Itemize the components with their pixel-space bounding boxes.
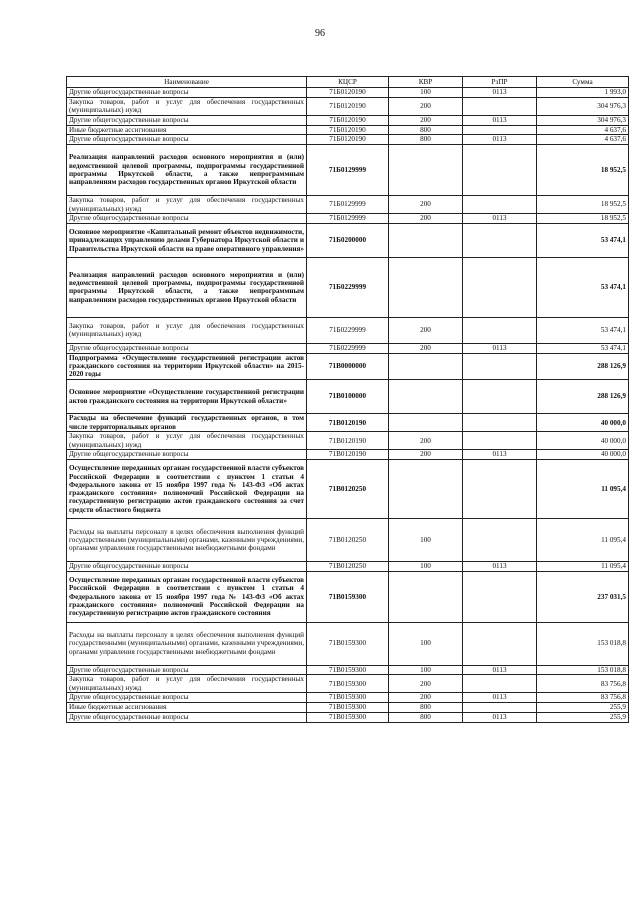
cell-name: Реализация направлений расходов основного мероприятия и (или) ведомственной целевой программы, подпрограммы государственной программы Иркутской области, а также непрограммным направлениям расходов государственных органов Иркутской области <box>67 258 307 317</box>
cell-sum: 255,9 <box>537 703 629 713</box>
cell-rzpr <box>463 145 537 196</box>
cell-name: Расходы на выплаты персоналу в целях обеспечения выполнения функций государственными (муниципальными) органами, казенными учреждениями, органами управления государственными внебюджетными фондами <box>67 519 307 562</box>
table-row <box>67 712 629 722</box>
cell-name: Другие общегосударственные вопросы <box>67 450 307 460</box>
cell-name: Другие общегосударственные вопросы <box>67 214 307 224</box>
cell-rzpr <box>463 317 537 343</box>
table-row <box>67 379 629 414</box>
cell-rzpr <box>463 432 537 450</box>
cell-rzpr <box>463 622 537 665</box>
cell-name: Основное мероприятие «Осуществление государственной регистрации актов гражданского состояния на территории Иркутской области» <box>67 379 307 414</box>
table-body <box>67 88 629 723</box>
header-sum: Сумма <box>537 77 629 88</box>
cell-kcsr: 71В0120250 <box>307 460 389 519</box>
cell-kvr: 200 <box>389 693 463 703</box>
cell-name: Закупка товаров, работ и услуг для обеспечения государственных (муниципальных) нужд <box>67 97 307 115</box>
cell-kvr <box>389 353 463 379</box>
cell-sum: 288 126,9 <box>537 379 629 414</box>
table-row <box>67 519 629 562</box>
cell-kvr: 100 <box>389 519 463 562</box>
cell-name: Другие общегосударственные вопросы <box>67 562 307 572</box>
cell-kvr: 800 <box>389 125 463 135</box>
cell-kvr: 100 <box>389 622 463 665</box>
cell-sum: 304 976,3 <box>537 97 629 115</box>
cell-kvr: 200 <box>389 196 463 214</box>
cell-name: Другие общегосударственные вопросы <box>67 135 307 145</box>
cell-kvr <box>389 223 463 258</box>
table-row <box>67 665 629 675</box>
table-row <box>67 88 629 98</box>
cell-sum: 18 952,5 <box>537 196 629 214</box>
cell-sum: 255,9 <box>537 712 629 722</box>
cell-kcsr: 71Б0120190 <box>307 135 389 145</box>
cell-name: Другие общегосударственные вопросы <box>67 693 307 703</box>
cell-rzpr: 0113 <box>463 343 537 353</box>
cell-kcsr: 71Б0120190 <box>307 115 389 125</box>
table-row <box>67 414 629 432</box>
page-number: 96 <box>315 28 325 39</box>
cell-kcsr: 71В0159300 <box>307 675 389 693</box>
cell-kvr: 800 <box>389 703 463 713</box>
cell-rzpr <box>463 519 537 562</box>
cell-kvr: 200 <box>389 450 463 460</box>
cell-rzpr: 0113 <box>463 562 537 572</box>
cell-rzpr <box>463 379 537 414</box>
cell-rzpr <box>463 353 537 379</box>
cell-rzpr: 0113 <box>463 693 537 703</box>
cell-kcsr: 71Б0129999 <box>307 196 389 214</box>
table-row <box>67 317 629 343</box>
cell-rzpr <box>463 571 537 622</box>
cell-rzpr <box>463 675 537 693</box>
table-row <box>67 223 629 258</box>
cell-name: Расходы на обеспечение функций государственных органов, в том числе территориальных органов <box>67 414 307 432</box>
cell-kcsr: 71В0159300 <box>307 665 389 675</box>
table-header-row <box>67 77 629 88</box>
cell-sum: 237 031,5 <box>537 571 629 622</box>
cell-kcsr: 71В0120190 <box>307 432 389 450</box>
cell-kcsr: 71В0000000 <box>307 353 389 379</box>
cell-kvr: 200 <box>389 317 463 343</box>
cell-name: Другие общегосударственные вопросы <box>67 343 307 353</box>
cell-sum: 304 976,3 <box>537 115 629 125</box>
cell-rzpr: 0113 <box>463 450 537 460</box>
cell-sum: 288 126,9 <box>537 353 629 379</box>
cell-sum: 40 000,0 <box>537 414 629 432</box>
cell-kvr <box>389 379 463 414</box>
cell-kcsr: 71Б0129999 <box>307 214 389 224</box>
table-row <box>67 675 629 693</box>
cell-kvr: 200 <box>389 97 463 115</box>
table-row <box>67 353 629 379</box>
table-row <box>67 703 629 713</box>
cell-rzpr <box>463 258 537 317</box>
cell-sum: 11 095,4 <box>537 460 629 519</box>
table-row <box>67 214 629 224</box>
table-row <box>67 125 629 135</box>
cell-name: Закупка товаров, работ и услуг для обеспечения государственных (муниципальных) нужд <box>67 675 307 693</box>
cell-sum: 11 095,4 <box>537 519 629 562</box>
table-row <box>67 460 629 519</box>
cell-rzpr <box>463 223 537 258</box>
cell-name: Осуществление переданных органам государственной власти субъектов Российской Федерации в соответствии с пунктом 1 статьи 4 Федерального закона от 15 ноября 1997 года № 143-ФЗ «Об актах гражданского состояния» полномочий Российской Федерации на государственную регистрацию актов гражданского состояния <box>67 571 307 622</box>
table-row <box>67 450 629 460</box>
header-rzpr: РзПР <box>463 77 537 88</box>
cell-rzpr: 0113 <box>463 712 537 722</box>
budget-table <box>66 76 629 723</box>
table-row <box>67 693 629 703</box>
cell-kvr <box>389 145 463 196</box>
cell-kvr: 100 <box>389 665 463 675</box>
cell-kcsr: 71Б0120190 <box>307 97 389 115</box>
cell-name: Осуществление переданных органам государственной власти субъектов Российской Федерации в соответствии с пунктом 1 статьи 4 Федерального закона от 15 ноября 1997 года № 143-ФЗ «Об актах гражданского состояния» полномочий Российской Федерации на государственную регистрацию актов гражданского состояния за счет средств областного бюджета <box>67 460 307 519</box>
cell-rzpr <box>463 97 537 115</box>
cell-kcsr: 71В0120190 <box>307 450 389 460</box>
cell-name: Закупка товаров, работ и услуг для обеспечения государственных (муниципальных) нужд <box>67 317 307 343</box>
cell-name: Основное мероприятие «Капитальный ремонт объектов недвижимости, принадлежащих управлению делами Губернатора Иркутской области и Правительства Иркутской области на праве оперативного управления» <box>67 223 307 258</box>
table-row <box>67 258 629 317</box>
cell-name: Другие общегосударственные вопросы <box>67 712 307 722</box>
cell-name: Подпрограмма «Осуществление государственной регистрации актов гражданского состояния на территории Иркутской области» на 2015-2020 годы <box>67 353 307 379</box>
cell-sum: 53 474,1 <box>537 317 629 343</box>
cell-kcsr: 71В0120190 <box>307 414 389 432</box>
table-row <box>67 97 629 115</box>
cell-rzpr <box>463 703 537 713</box>
cell-rzpr: 0113 <box>463 115 537 125</box>
cell-name: Иные бюджетные ассигнования <box>67 125 307 135</box>
header-kvr: КВР <box>389 77 463 88</box>
table-row <box>67 622 629 665</box>
cell-rzpr: 0113 <box>463 214 537 224</box>
table-row <box>67 432 629 450</box>
cell-kcsr: 71В0100000 <box>307 379 389 414</box>
cell-sum: 18 952,5 <box>537 145 629 196</box>
cell-kvr: 800 <box>389 712 463 722</box>
cell-name: Иные бюджетные ассигнования <box>67 703 307 713</box>
cell-name: Реализация направлений расходов основного мероприятия и (или) ведомственной целевой программы, подпрограммы государственной программы Иркутской области, а также непрограммным направлениям расходов государственных органов Иркутской области <box>67 145 307 196</box>
cell-sum: 83 756,8 <box>537 675 629 693</box>
cell-kvr <box>389 460 463 519</box>
table-row <box>67 145 629 196</box>
table-row <box>67 343 629 353</box>
cell-sum: 40 000,0 <box>537 432 629 450</box>
cell-kcsr: 71В0159300 <box>307 712 389 722</box>
cell-name: Другие общегосударственные вопросы <box>67 88 307 98</box>
cell-kcsr: 71Б0129999 <box>307 145 389 196</box>
table-row <box>67 135 629 145</box>
cell-kcsr: 71Б0229999 <box>307 317 389 343</box>
table-row <box>67 115 629 125</box>
cell-kcsr: 71В0120250 <box>307 519 389 562</box>
cell-sum: 83 756,8 <box>537 693 629 703</box>
cell-sum: 53 474,1 <box>537 223 629 258</box>
cell-sum: 153 018,8 <box>537 665 629 675</box>
cell-sum: 11 095,4 <box>537 562 629 572</box>
cell-sum: 18 952,5 <box>537 214 629 224</box>
cell-kvr <box>389 258 463 317</box>
cell-name: Расходы на выплаты персоналу в целях обеспечения выполнения функций государственными (муниципальными) органами, казенными учреждениями, органами управления государственными внебюджетными фондами <box>67 622 307 665</box>
cell-name: Другие общегосударственные вопросы <box>67 665 307 675</box>
cell-rzpr: 0113 <box>463 135 537 145</box>
cell-rzpr <box>463 125 537 135</box>
cell-rzpr <box>463 460 537 519</box>
cell-kcsr: 71В0159300 <box>307 703 389 713</box>
cell-kvr: 100 <box>389 562 463 572</box>
cell-kcsr: 71Б0229999 <box>307 258 389 317</box>
cell-kcsr: 71В0120250 <box>307 562 389 572</box>
cell-kcsr: 71Б0229999 <box>307 343 389 353</box>
cell-kcsr: 71В0159300 <box>307 622 389 665</box>
header-kcsr: КЦСР <box>307 77 389 88</box>
table-row <box>67 571 629 622</box>
cell-kcsr: 71Б0120190 <box>307 88 389 98</box>
cell-sum: 153 018,8 <box>537 622 629 665</box>
cell-kvr: 200 <box>389 214 463 224</box>
cell-kvr <box>389 414 463 432</box>
header-name: Наименование <box>67 77 307 88</box>
cell-kvr: 200 <box>389 115 463 125</box>
cell-name: Другие общегосударственные вопросы <box>67 115 307 125</box>
cell-sum: 53 474,1 <box>537 343 629 353</box>
cell-kvr: 200 <box>389 432 463 450</box>
cell-sum: 4 637,6 <box>537 135 629 145</box>
cell-kcsr: 71В0159300 <box>307 571 389 622</box>
cell-sum: 1 993,0 <box>537 88 629 98</box>
cell-kvr: 200 <box>389 343 463 353</box>
cell-kvr <box>389 571 463 622</box>
cell-kvr: 800 <box>389 135 463 145</box>
cell-kvr: 200 <box>389 675 463 693</box>
cell-rzpr: 0113 <box>463 665 537 675</box>
cell-kcsr: 71Б0120190 <box>307 125 389 135</box>
table-row <box>67 562 629 572</box>
cell-rzpr <box>463 414 537 432</box>
cell-name: Закупка товаров, работ и услуг для обеспечения государственных (муниципальных) нужд <box>67 196 307 214</box>
cell-name: Закупка товаров, работ и услуг для обеспечения государственных (муниципальных) нужд <box>67 432 307 450</box>
cell-rzpr <box>463 196 537 214</box>
cell-sum: 53 474,1 <box>537 258 629 317</box>
table-row <box>67 196 629 214</box>
cell-sum: 40 000,0 <box>537 450 629 460</box>
cell-rzpr: 0113 <box>463 88 537 98</box>
cell-kcsr: 71В0159300 <box>307 693 389 703</box>
cell-sum: 4 637,6 <box>537 125 629 135</box>
cell-kcsr: 71Б0200000 <box>307 223 389 258</box>
cell-kvr: 100 <box>389 88 463 98</box>
